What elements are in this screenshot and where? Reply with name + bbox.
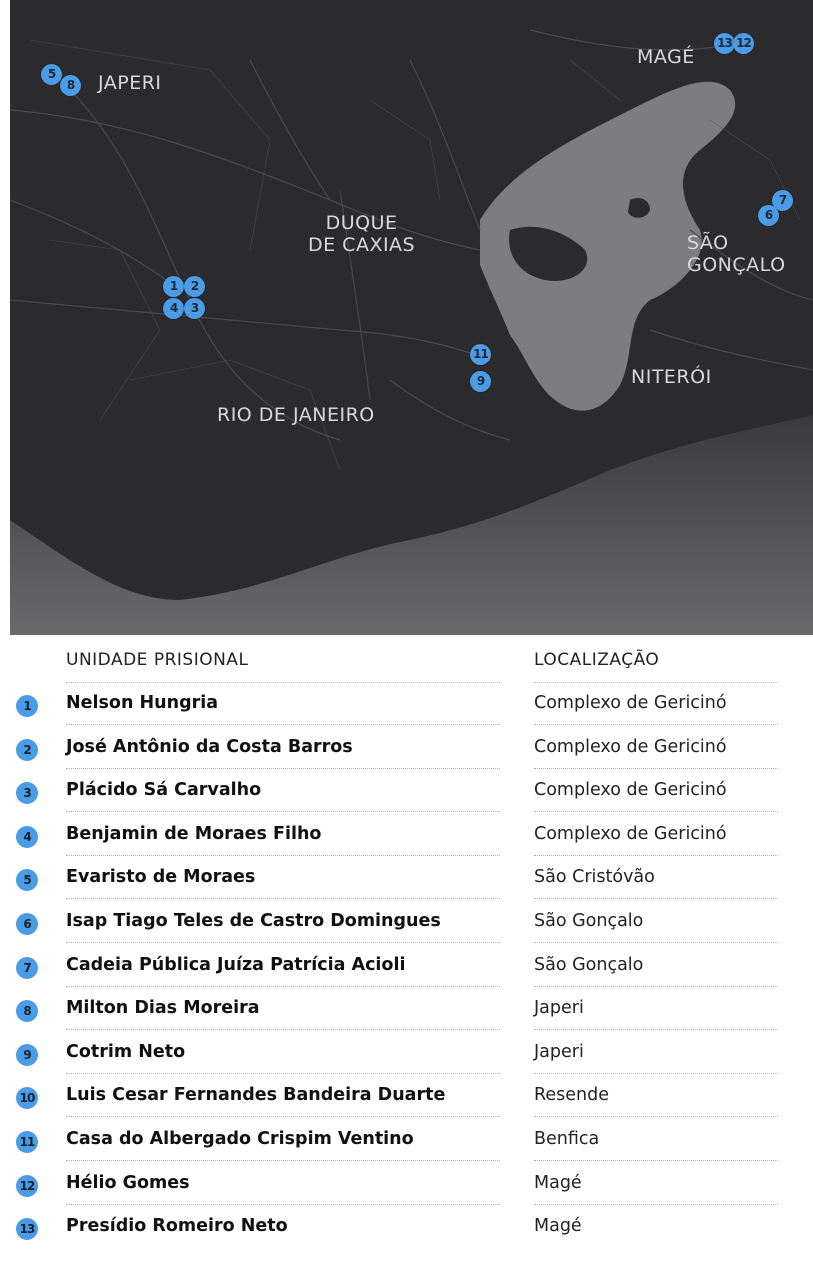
map-marker-3[interactable]: 3 (184, 298, 205, 319)
row-unit-name: Nelson Hungria (66, 693, 219, 713)
row-divider (534, 1204, 778, 1205)
row-location: Complexo de Gericinó (534, 693, 727, 713)
row-divider (66, 1116, 500, 1117)
row-divider (66, 942, 500, 943)
table-row[interactable] (0, 1039, 813, 1075)
row-divider (534, 724, 778, 725)
row-divider (534, 1160, 778, 1161)
row-number-badge: 13 (16, 1218, 38, 1240)
row-unit-name: Hélio Gomes (66, 1172, 190, 1193)
table-row[interactable] (0, 1082, 813, 1118)
row-divider (534, 768, 778, 769)
map-marker-7[interactable]: 7 (772, 190, 793, 211)
table-row[interactable] (0, 908, 813, 944)
city-label-mage: MAGÉ (637, 46, 695, 68)
row-divider (534, 1073, 778, 1074)
map-base (10, 0, 813, 635)
table-row[interactable] (0, 864, 813, 900)
header-divider (66, 682, 500, 683)
city-label-japeri: JAPERI (98, 72, 162, 94)
row-location: Japeri (534, 1041, 584, 1062)
header-divider (534, 682, 778, 683)
row-unit-name: Cotrim Neto (66, 1041, 186, 1062)
row-location: Magé (534, 1172, 582, 1193)
row-divider (66, 1204, 500, 1205)
row-unit-name: Isap Tiago Teles de Castro Domingues (66, 911, 441, 931)
row-divider (66, 898, 500, 899)
row-unit-name: Presídio Romeiro Neto (66, 1216, 288, 1237)
row-number-badge: 11 (16, 1131, 38, 1153)
map-marker-11[interactable]: 11 (470, 344, 491, 365)
row-divider (534, 811, 778, 812)
row-location: São Gonçalo (534, 954, 644, 975)
map-marker-6[interactable]: 6 (758, 205, 779, 226)
row-number-badge: 10 (16, 1087, 38, 1109)
row-number-badge: 8 (16, 1000, 38, 1022)
table-row[interactable] (0, 952, 813, 988)
table-row[interactable] (0, 690, 813, 726)
row-divider (534, 986, 778, 987)
row-number-badge: 12 (16, 1175, 38, 1197)
row-unit-name: Milton Dias Moreira (66, 998, 260, 1019)
row-divider (66, 1160, 500, 1161)
table-row[interactable] (0, 777, 813, 813)
row-location: Complexo de Gericinó (534, 780, 727, 801)
row-location: São Gonçalo (534, 911, 644, 931)
row-number-badge: 7 (16, 957, 38, 979)
city-label-duque-de-caxias: DUQUE DE CAXIAS (308, 212, 416, 256)
map-marker-8[interactable]: 8 (60, 75, 81, 96)
map-marker-1[interactable]: 1 (163, 276, 184, 297)
map[interactable] (10, 0, 813, 635)
row-location: Japeri (534, 998, 584, 1019)
row-divider (534, 898, 778, 899)
row-location: Complexo de Gericinó (534, 823, 727, 844)
row-divider (66, 724, 500, 725)
map-marker-5[interactable]: 9 (470, 371, 491, 392)
row-divider (66, 768, 500, 769)
ocean (10, 415, 813, 635)
row-location: Resende (534, 1085, 609, 1106)
row-divider (66, 1029, 500, 1030)
row-divider (66, 986, 500, 987)
table-row[interactable] (0, 1170, 813, 1206)
row-unit-name: Benjamin de Moraes Filho (66, 823, 322, 844)
table-row[interactable] (0, 995, 813, 1031)
row-divider (534, 1116, 778, 1117)
row-divider (66, 811, 500, 812)
row-location: Benfica (534, 1129, 600, 1149)
map-marker-4[interactable]: 4 (163, 298, 184, 319)
row-number-badge: 3 (16, 782, 38, 804)
row-divider (66, 855, 500, 856)
row-location: Magé (534, 1216, 582, 1237)
table-row[interactable] (0, 1126, 813, 1162)
row-unit-name: Plácido Sá Carvalho (66, 780, 262, 801)
row-unit-name: Evaristo de Moraes (66, 867, 256, 888)
row-number-badge: 6 (16, 913, 38, 935)
row-divider (534, 855, 778, 856)
row-unit-name: José Antônio da Costa Barros (66, 736, 353, 757)
row-location: Complexo de Gericinó (534, 736, 727, 757)
map-marker-12[interactable]: 12 (733, 33, 754, 54)
row-number-badge: 9 (16, 1044, 38, 1066)
city-label-niteroi: NITERÓI (631, 366, 712, 388)
row-number-badge: 2 (16, 739, 38, 761)
row-divider (534, 942, 778, 943)
row-number-badge: 1 (16, 695, 38, 717)
row-location: São Cristóvão (534, 867, 655, 888)
row-divider (534, 1029, 778, 1030)
row-number-badge: 4 (16, 826, 38, 848)
row-divider (66, 1073, 500, 1074)
table-row[interactable] (0, 734, 813, 770)
map-marker-2[interactable]: 2 (184, 276, 205, 297)
city-label-sao-goncalo: SÃO GONÇALO (687, 232, 786, 276)
row-unit-name: Cadeia Pública Juíza Patrícia Acioli (66, 954, 406, 975)
table-row[interactable] (0, 821, 813, 857)
header-unit: UNIDADE PRISIONAL (66, 650, 249, 670)
map-marker-13[interactable]: 13 (714, 33, 735, 54)
row-number-badge: 5 (16, 869, 38, 891)
map-marker-9[interactable]: 5 (41, 64, 62, 85)
city-label-rio-de-janeiro: RIO DE JANEIRO (217, 404, 375, 426)
header-location: LOCALIZAÇÃO (534, 650, 660, 670)
table-row[interactable] (0, 1213, 813, 1249)
row-unit-name: Casa do Albergado Crispim Ventino (66, 1129, 414, 1149)
row-unit-name: Luis Cesar Fernandes Bandeira Duarte (66, 1085, 446, 1106)
